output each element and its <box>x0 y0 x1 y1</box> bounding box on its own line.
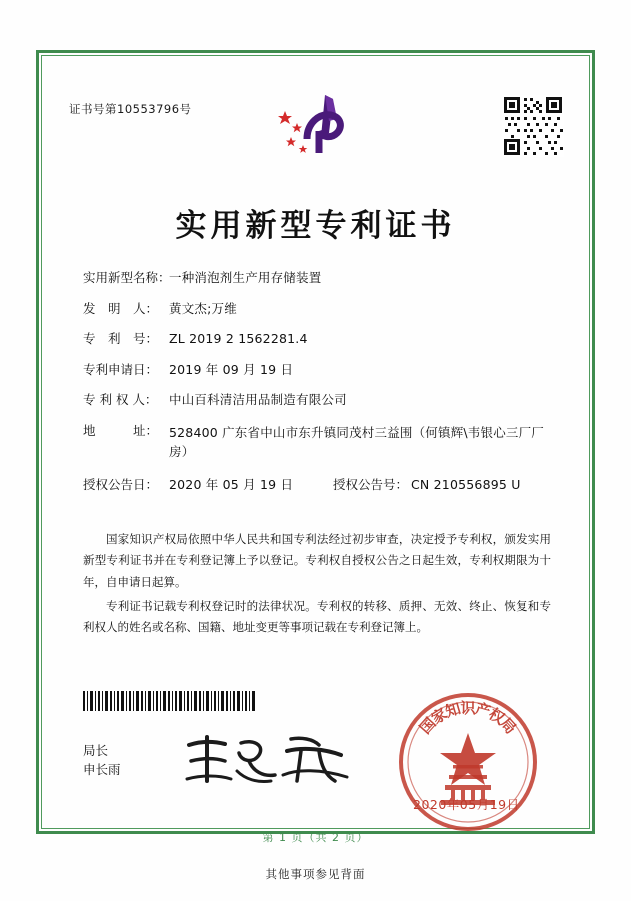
legal-text <box>83 529 551 641</box>
field-label: 授权公告号： <box>333 476 409 492</box>
field-label: 授权公告日： <box>83 476 159 492</box>
field-value: ZL 2019 2 1562281.4 <box>169 331 308 346</box>
field-value: 一种消泡剂生产用存储装置 <box>169 270 322 285</box>
field-patentee <box>83 392 553 407</box>
field-application-date <box>83 362 553 377</box>
barcode-icon <box>83 691 258 711</box>
official-seal-icon <box>393 687 543 837</box>
svg-text:权: 权 <box>485 704 508 728</box>
director-name: 申长雨 <box>83 762 121 778</box>
field-grant-publication <box>83 477 553 492</box>
seal-date: 2020年05月19日 <box>413 797 520 812</box>
field-value: 中山百科清洁用品制造有限公司 <box>169 392 347 407</box>
svg-text:家: 家 <box>428 704 451 728</box>
field-value: CN 210556895 U <box>411 476 521 492</box>
field-label: 专 利 权 人： <box>83 392 158 407</box>
field-label: 实用新型名称： <box>83 270 171 285</box>
director-label: 局长 <box>83 743 109 758</box>
field-label: 地 址： <box>83 422 159 438</box>
svg-text:产: 产 <box>473 699 493 721</box>
certificate-number: 证书号第10553796号 <box>69 102 192 116</box>
certificate-content <box>41 55 590 844</box>
field-address <box>83 423 553 462</box>
page-indicator: 第 1 页（共 2 页） <box>262 831 369 844</box>
field-publication-number <box>333 477 553 492</box>
field-label: 发 明 人： <box>83 300 159 316</box>
field-value: 2019 年 09 月 19 日 <box>169 361 294 377</box>
field-value: 黄文杰;万维 <box>169 300 237 316</box>
handwritten-signature <box>179 731 364 787</box>
svg-text:局: 局 <box>496 714 520 738</box>
qr-code-icon <box>502 95 564 157</box>
legal-paragraph: 专利证书记载专利权登记时的法律状况。专利权的转移、质押、无效、终止、恢复和专利权人的姓名或名称、国籍、地址变更等事项记载在专利登记簿上。 <box>83 598 551 635</box>
footer-note: 其他事项参见背面 <box>265 867 366 881</box>
field-utility-model-name <box>83 270 553 285</box>
field-label: 专 利 号： <box>83 331 159 346</box>
patent-fields <box>83 270 553 507</box>
legal-paragraph: 国家知识产权局依照中华人民共和国专利法经过初步审查，决定授予专利权，颁发实用新型专利证书并在专利登记簿上予以登记。专利权自授权公告之日起生效，专利权期限为十年，自申请日起算。 <box>83 532 551 589</box>
signature-strokes <box>179 731 364 787</box>
director-block <box>83 741 121 780</box>
cnipa-emblem-icon <box>263 93 373 165</box>
page-title: 实用新型专利证书 <box>175 208 456 244</box>
svg-text:识: 识 <box>460 699 476 717</box>
svg-text:国: 国 <box>416 714 440 738</box>
field-inventor <box>83 301 553 316</box>
field-label: 专利申请日： <box>83 361 159 377</box>
field-patent-number <box>83 331 553 346</box>
field-value: 2020 年 05 月 19 日 <box>169 476 294 492</box>
field-grant-date <box>83 477 333 492</box>
svg-text:知: 知 <box>443 699 463 721</box>
field-value: 528400 广东省中山市东升镇同茂村三益围（何镇辉\韦银心三厂厂房） <box>169 424 545 459</box>
